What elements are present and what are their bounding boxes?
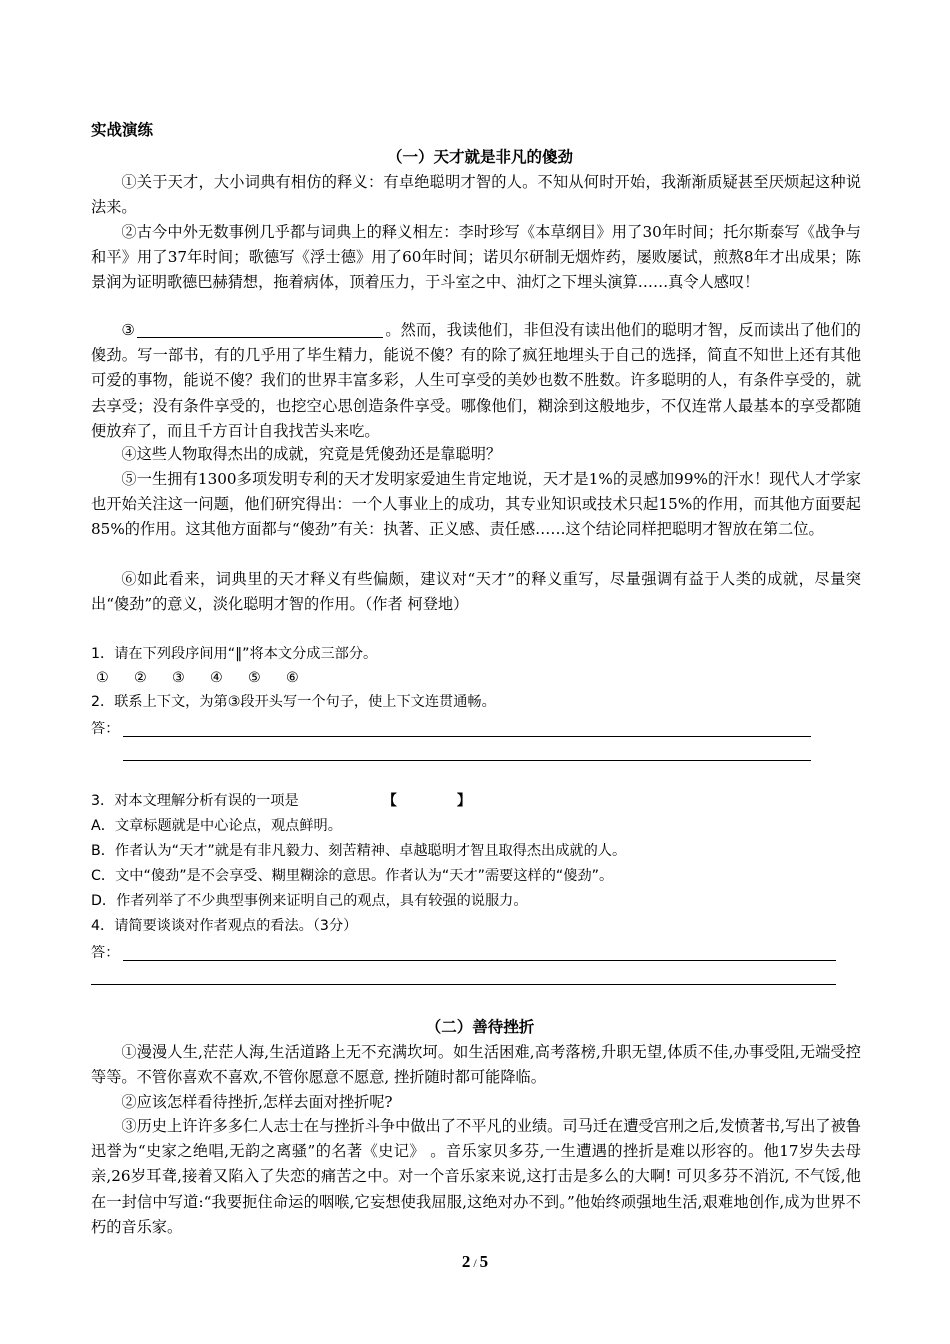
fill-in-blank — [137, 321, 383, 338]
option-2: ② — [134, 670, 147, 686]
article1-title: （一）天才就是非凡的傻劲 — [386, 148, 573, 166]
article1-paragraph-4: ④这些人物取得杰出的成就，究竟是凭傻劲还是靠聪明？ — [121, 445, 502, 463]
question-1: 1．请在下列段序间用“‖”将本文分成三部分。 — [91, 646, 378, 662]
article1-paragraph-5: ⑤一生拥有1300多项发明专利的天才发明家爱迪生肯定地说，天才是1%的灵感加99%的汗水！现代人才学家也开始关注这一问题，他们研究得出：一个人事业上的成功，其专业知识或技术只起15%的作用，而其他方面要起85%的作用。这其他方面都与“傻劲”有关：执著、正义感、责任感……这个结论同样把聪明才智放在第二位。 — [91, 470, 861, 539]
article1-paragraph-2: ②古今中外无数事例几乎都与词典上的释义相左：李时珍写《本草纲目》用了30年时间；托尔斯泰写《战争与和平》用了37年时间；歌德写《浮士德》用了60年时间；诺贝尔研制无烟炸药，屡败屡试，煎熬8年才出成果；陈景润为证明歌德巴赫猜想，拖着病体，顶着压力，于斗室之中、油灯之下埋头演算……真令人感叹！ — [91, 223, 861, 292]
article1-paragraph-1: ①关于天才，大小词典有相仿的释义：有卓绝聪明才智的人。不知从何时开始，我渐渐质疑甚至厌烦起这种说法来。 — [91, 173, 861, 217]
question-3-option-d: D．作者列举了不少典型事例来证明自己的观点，具有较强的说服力。 — [91, 893, 528, 909]
question-1-options — [96, 667, 324, 691]
article1-paragraph-3: ③ 。然而，我读他们，非但没有读出他们的聪明才智，反而读出了他们的傻劲。写一部书，有的几乎用了毕生精力，能说不傻？有的除了疯狂地埋头于自己的选择，简直不知世上还有其他可爱的事物，能说不傻？我们的世界丰富多彩，人生可享受的美妙也数不胜数。许多聪明的人，有条件享受的，就去享受；没有条件享受的，也挖空心思创造条件享受。哪像他们，糊涂到这般地步，不仅连常人最基本的享受都随便放弃了，而且千方百计自我找苦头来吃。 — [91, 321, 861, 440]
article1-paragraph-6: ⑥如此看来，词典里的天才释义有些偏颇，建议对“天才”的释义重写，尽量强调有益于人类的成就，尽量突出“傻劲”的意义，淡化聪明才智的作用。（作者 柯登地） — [91, 570, 861, 614]
answer-label-2: 答： — [91, 721, 120, 737]
option-1: ① — [96, 670, 109, 686]
option-3: ③ — [172, 670, 185, 686]
option-6: ⑥ — [286, 670, 299, 686]
section-title: 实战演练 — [91, 121, 154, 139]
answer-line — [123, 960, 836, 961]
article2-paragraph-3: ③历史上许许多多仁人志士在与挫折斗争中做出了不平凡的业绩。司马迁在遭受宫刑之后,发愤著书,写出了被鲁迅誉为“史家之绝唱,无韵之离骚”的名著《史记》 。音乐家贝多芬,一生遭遇的挫折是难以形容的。他17岁失去母亲,26岁耳聋,接着又陷入了失恋的痛苦之中。对一个音乐家来说,这打击是多么的大啊! 可贝多芬不消沉, 不气馁,他在一封信中写道:“我要扼住命运的咽喉,它妄想使我屈服,这绝对办不到。”他始终顽强地生活,艰难地创作,成为世界不朽的音乐家。 — [91, 1117, 861, 1236]
article2-paragraph-1: ①漫漫人生,茫茫人海,生活道路上无不充满坎坷。如生活困难,高考落榜,升职无望,体质不佳,办事受阻,无端受控等等。不管你喜欢不喜欢,不管你愿意不愿意, 挫折随时都可能降临。 — [91, 1043, 861, 1087]
answer-line — [91, 984, 836, 985]
answer-line — [123, 760, 811, 761]
page-number: 2 / 5 — [461, 1252, 489, 1271]
article2-title: （二）善待挫折 — [425, 1018, 535, 1036]
question-2: 2．联系上下文，为第③段开头写一个句子，使上下文连贯通畅。 — [91, 694, 496, 710]
option-4: ④ — [210, 670, 223, 686]
question-4: 4．请简要谈谈对作者观点的看法。（3分） — [91, 918, 358, 934]
article2-paragraph-2: ②应该怎样看待挫折,怎样去面对挫折呢? — [121, 1093, 393, 1111]
question-3-option-a: A．文章标题就是中心论点，观点鲜明。 — [91, 818, 342, 834]
answer-line — [123, 736, 811, 737]
question-3: 3．对本文理解分析有误的一项是 【 】 — [91, 793, 472, 809]
question-3-option-c: C．文中“傻劲”是不会享受、糊里糊涂的意思。作者认为“天才”需要这样的“傻劲”。 — [91, 868, 614, 884]
answer-label-4: 答： — [91, 945, 120, 961]
option-5: ⑤ — [248, 670, 261, 686]
question-3-option-b: B．作者认为“天才”就是有非凡毅力、刻苦精神、卓越聪明才智且取得杰出成就的人。 — [91, 843, 627, 859]
